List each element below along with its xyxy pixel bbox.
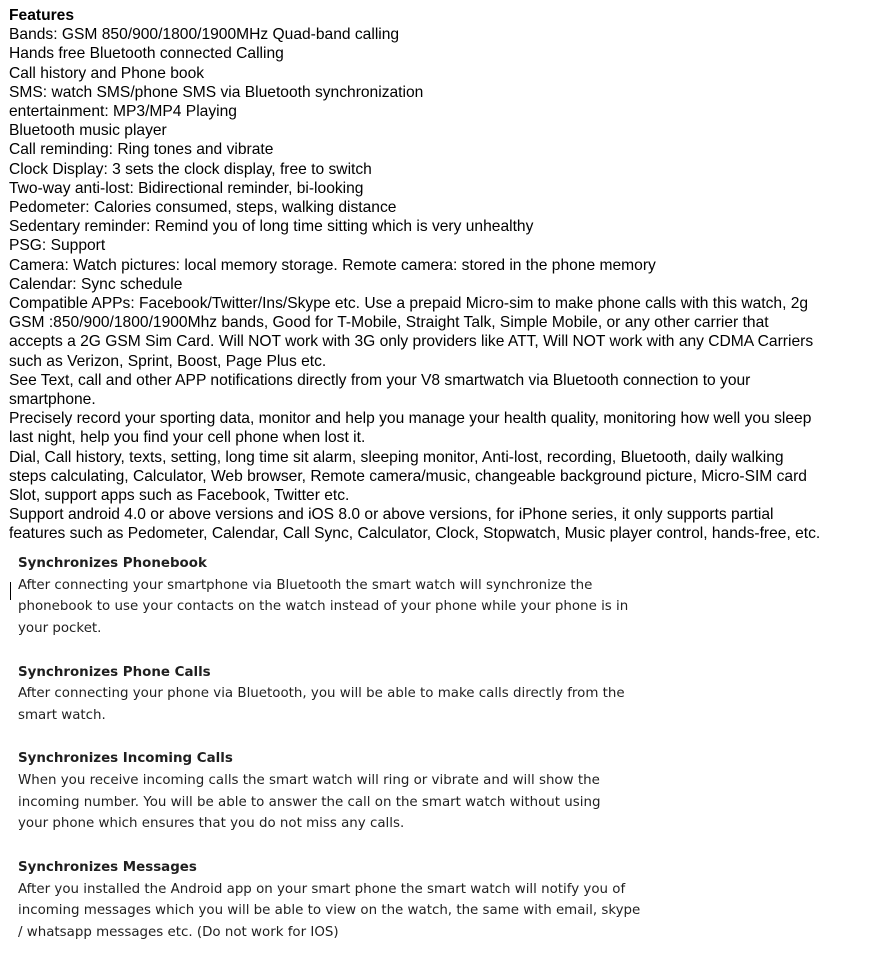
section-body-line: smart watch. — [18, 707, 106, 723]
features-block — [9, 6, 882, 544]
feature-line: Hands free Bluetooth connected Calling — [9, 45, 284, 63]
section-title: Synchronizes Phonebook — [18, 556, 207, 571]
section-title: Synchronizes Messages — [18, 859, 197, 875]
notifications-line: See Text, call and other APP notifications directly from your V8 smartwatch via Bluetooth connection to your — [9, 371, 751, 389]
compatible-apps-line: accepts a 2G GSM Sim Card. Will NOT work with 3G only providers like ATT, Will NOT work with any CDMA Carriers — [9, 333, 814, 351]
feature-line: SMS: watch SMS/phone SMS via Bluetooth synchronization — [9, 83, 424, 101]
functions-line: Dial, Call history, texts, setting, long time sit alarm, sleeping monitor, Anti-lost, recording, Bluetooth, daily walking — [9, 448, 784, 466]
section-title: Synchronizes Phone Calls — [18, 664, 211, 680]
health-line: Precisely record your sporting data, monitor and help you manage your health quality, monitoring how well you sleep — [9, 410, 812, 428]
section-body-line: incoming messages which you will be able to view on the watch, the same with email, skype — [18, 903, 641, 919]
feature-line: Camera: Watch pictures: local memory storage. Remote camera: stored in the phone memory — [9, 256, 656, 274]
health-line: last night, help you find your cell phone when lost it. — [9, 429, 366, 447]
feature-line: Bands: GSM 850/900/1800/1900MHz Quad-band calling — [9, 26, 400, 44]
sync-section-phonebook — [18, 553, 708, 640]
support-line: features such as Pedometer, Calendar, Call Sync, Calculator, Clock, Stopwatch, Music player control, hands-free, etc. — [9, 525, 821, 543]
section-body-line: After connecting your phone via Bluetooth, you will be able to make calls directly from the — [18, 686, 625, 702]
notifications-line: smartphone. — [9, 391, 96, 409]
section-body-line: phonebook to use your contacts on the watch instead of your phone while your phone is in — [18, 599, 629, 615]
sync-section-phone-calls — [18, 662, 708, 727]
feature-line: Clock Display: 3 sets the clock display, free to switch — [9, 160, 372, 178]
section-body-line: After connecting your smartphone via Bluetooth the smart watch will synchronize the — [18, 577, 593, 593]
feature-line: Call reminding: Ring tones and vibrate — [9, 141, 274, 159]
feature-line: Bluetooth music player — [9, 122, 167, 140]
feature-line: entertainment: MP3/MP4 Playing — [9, 103, 237, 121]
feature-line: Two-way anti-lost: Bidirectional reminder, bi-looking — [9, 179, 364, 197]
compatible-apps-line: GSM :850/900/1800/1900Mhz bands, Good for T-Mobile, Straight Talk, Simple Mobile, or any other carrier that — [9, 314, 769, 332]
section-body-line: incoming number. You will be able to answer the call on the smart watch without using — [18, 794, 601, 810]
sync-section-messages — [18, 857, 708, 944]
functions-line: Slot, support apps such as Facebook, Twitter etc. — [9, 487, 350, 505]
section-body-line: your pocket. — [18, 621, 102, 637]
functions-line: steps calculating, Calculator, Web browser, Remote camera/music, changeable background picture, Micro-SIM card — [9, 467, 807, 485]
feature-line: Call history and Phone book — [9, 64, 205, 82]
feature-line: Calendar: Sync schedule — [9, 275, 183, 293]
section-body-line: your phone which ensures that you do not miss any calls. — [18, 816, 405, 832]
text-cursor — [10, 582, 11, 600]
features-heading: Features — [9, 7, 75, 24]
feature-line: Pedometer: Calories consumed, steps, walking distance — [9, 199, 397, 217]
section-body-line: After you installed the Android app on your smart phone the smart watch will notify you of — [18, 881, 626, 897]
compatible-apps-line: Compatible APPs: Facebook/Twitter/Ins/Skype etc. Use a prepaid Micro-sim to make phone calls with this watch, 2g — [9, 295, 809, 313]
support-line: Support android 4.0 or above versions and iOS 8.0 or above versions, for iPhone series, it only supports partial — [9, 506, 774, 524]
feature-line: Sedentary reminder: Remind you of long time sitting which is very unhealthy — [9, 218, 534, 236]
sync-section-incoming-calls — [18, 748, 708, 835]
compatible-apps-line: such as Verizon, Sprint, Boost, Page Plus etc. — [9, 352, 327, 370]
sync-sections — [18, 553, 708, 965]
section-title: Synchronizes Incoming Calls — [18, 751, 233, 767]
section-body-line: / whatsapp messages etc. (Do not work for IOS) — [18, 924, 339, 940]
section-body-line: When you receive incoming calls the smart watch will ring or vibrate and will show the — [18, 773, 600, 788]
feature-line: PSG: Support — [9, 237, 106, 255]
